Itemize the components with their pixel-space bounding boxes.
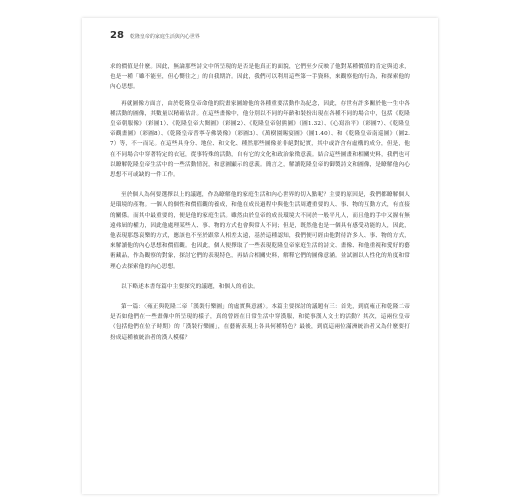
paragraph-2: 再就圖像方面言，由於乾隆皇帝命他的院畫家圖繪他的各種重要活動作為紀念，因此，存世有許多關於他一生中各種活動的圖像，其數量以精確估計。在這些畫像中，他分別以不同的年齡和裝扮出現在各種不同的場合中，包括《乾隆皇帝朝服像》（彩圖1）、《乾隆皇帝大閱圖》（彩圖2）、《乾隆皇帝射熊圖》（圖1.32）、《心寫治平》（彩圖7）、《乾隆皇帝觀畫圖》（彩圖8）、《乾隆皇帝普寧寺佛裝像》（彩圖3）、《萬樹園賜宴圖》（圖1.40）、和《乾隆皇帝南巡圖》（圖2.7）等，不一而足。在這些具身分、地位、和文化、種然那些圖像並非絕對紀實，其中或許含有虛構的成分，但是，他在不同場合中穿著特定的衣冠，從事特殊的活動，自有它的文化和政治象徵意義。結合這些圖畫和相關史料，我們也可以瞭解乾隆皇帝生活中的一些活動情況，和意圖顯示的意義。簡言之，解讀乾隆皇帝的御製詩文和圖像，是瞭解他內心思想不可或缺的一件工作。	[110, 100, 410, 179]
paragraph-4: 以下略述本書每篇中主要探究的議題，和個人的看法。	[121, 283, 259, 290]
paragraph-1: 求的價值是什麼。因此，無論那些詩文中所呈現的是否是他真正的面貌，它們至少反映了他對某種價值的肯定與追求，也是一種「雖不能至，但心嚮往之」的自我期許。因此，我們可以利用這些第一手資料，來觀察他的行為，和探索他的內心思想。	[110, 64, 410, 91]
body-text	[110, 62, 410, 343]
paragraph-5: 第一篇：〈雍正與乾隆二帝「漢裝行樂圖」的虛實與意涵〉。本篇主要探討的議題有三：首先，到底雍正和乾隆二帝是否如他們在一些畫像中所呈現的樣子，真的曾經在日常生活中穿漢服，和從事漢人文士的活動？其次，這兩位皇帝（包括他們在位子時期）的「漢裝行樂圖」，在藝術表現上各具何種特色？最後，到底這兩位滿洲統治者又為什麼要打扮成這種被統治者的漢人模樣？	[110, 304, 410, 341]
running-header-title: 乾隆皇帝的家庭生活與內心世界	[129, 34, 200, 40]
book-page	[82, 18, 438, 494]
running-header	[110, 30, 200, 41]
page-number: 28	[110, 30, 124, 41]
paragraph-3: 至於個人為何要選擇以上的議題，作為瞭解他的家庭生活和內心世界的切入點呢？主要的原因是，我們都瞭解個人是環境的產物。一個人的個性和價值觀的養成，和他在成長過程中與他生活周遭重要的人、事、物的互動方式，有直接的關係。而其中最重要的，便是他的家庭生活。雖然由於皇帝的成長環境大不同於一般平凡人，而且他的手中又握有無遠弗屆的權力，因此他處理某些人、事、物的方式也會與常人不同；但是，既然他也是一個具有感受功能的人，因此，他表現那怨哀樂的方式，應該也不至於跟常人相差太遠，基於這種認知，我們便可經由他對待許多人、事、物的方式，來解讀他的內心思想和價值觀。也因此，個人便擇取了一些表現乾隆皇帝家庭生活的詩文、畫像、和他重視和愛好的藝術藏品，作為觀察的對象，探討它們的表現特色，再結合相關史料，解釋它們的圖像意涵。並試圖以人性化的角度和常理心去探索他的內心思想。	[110, 192, 410, 270]
